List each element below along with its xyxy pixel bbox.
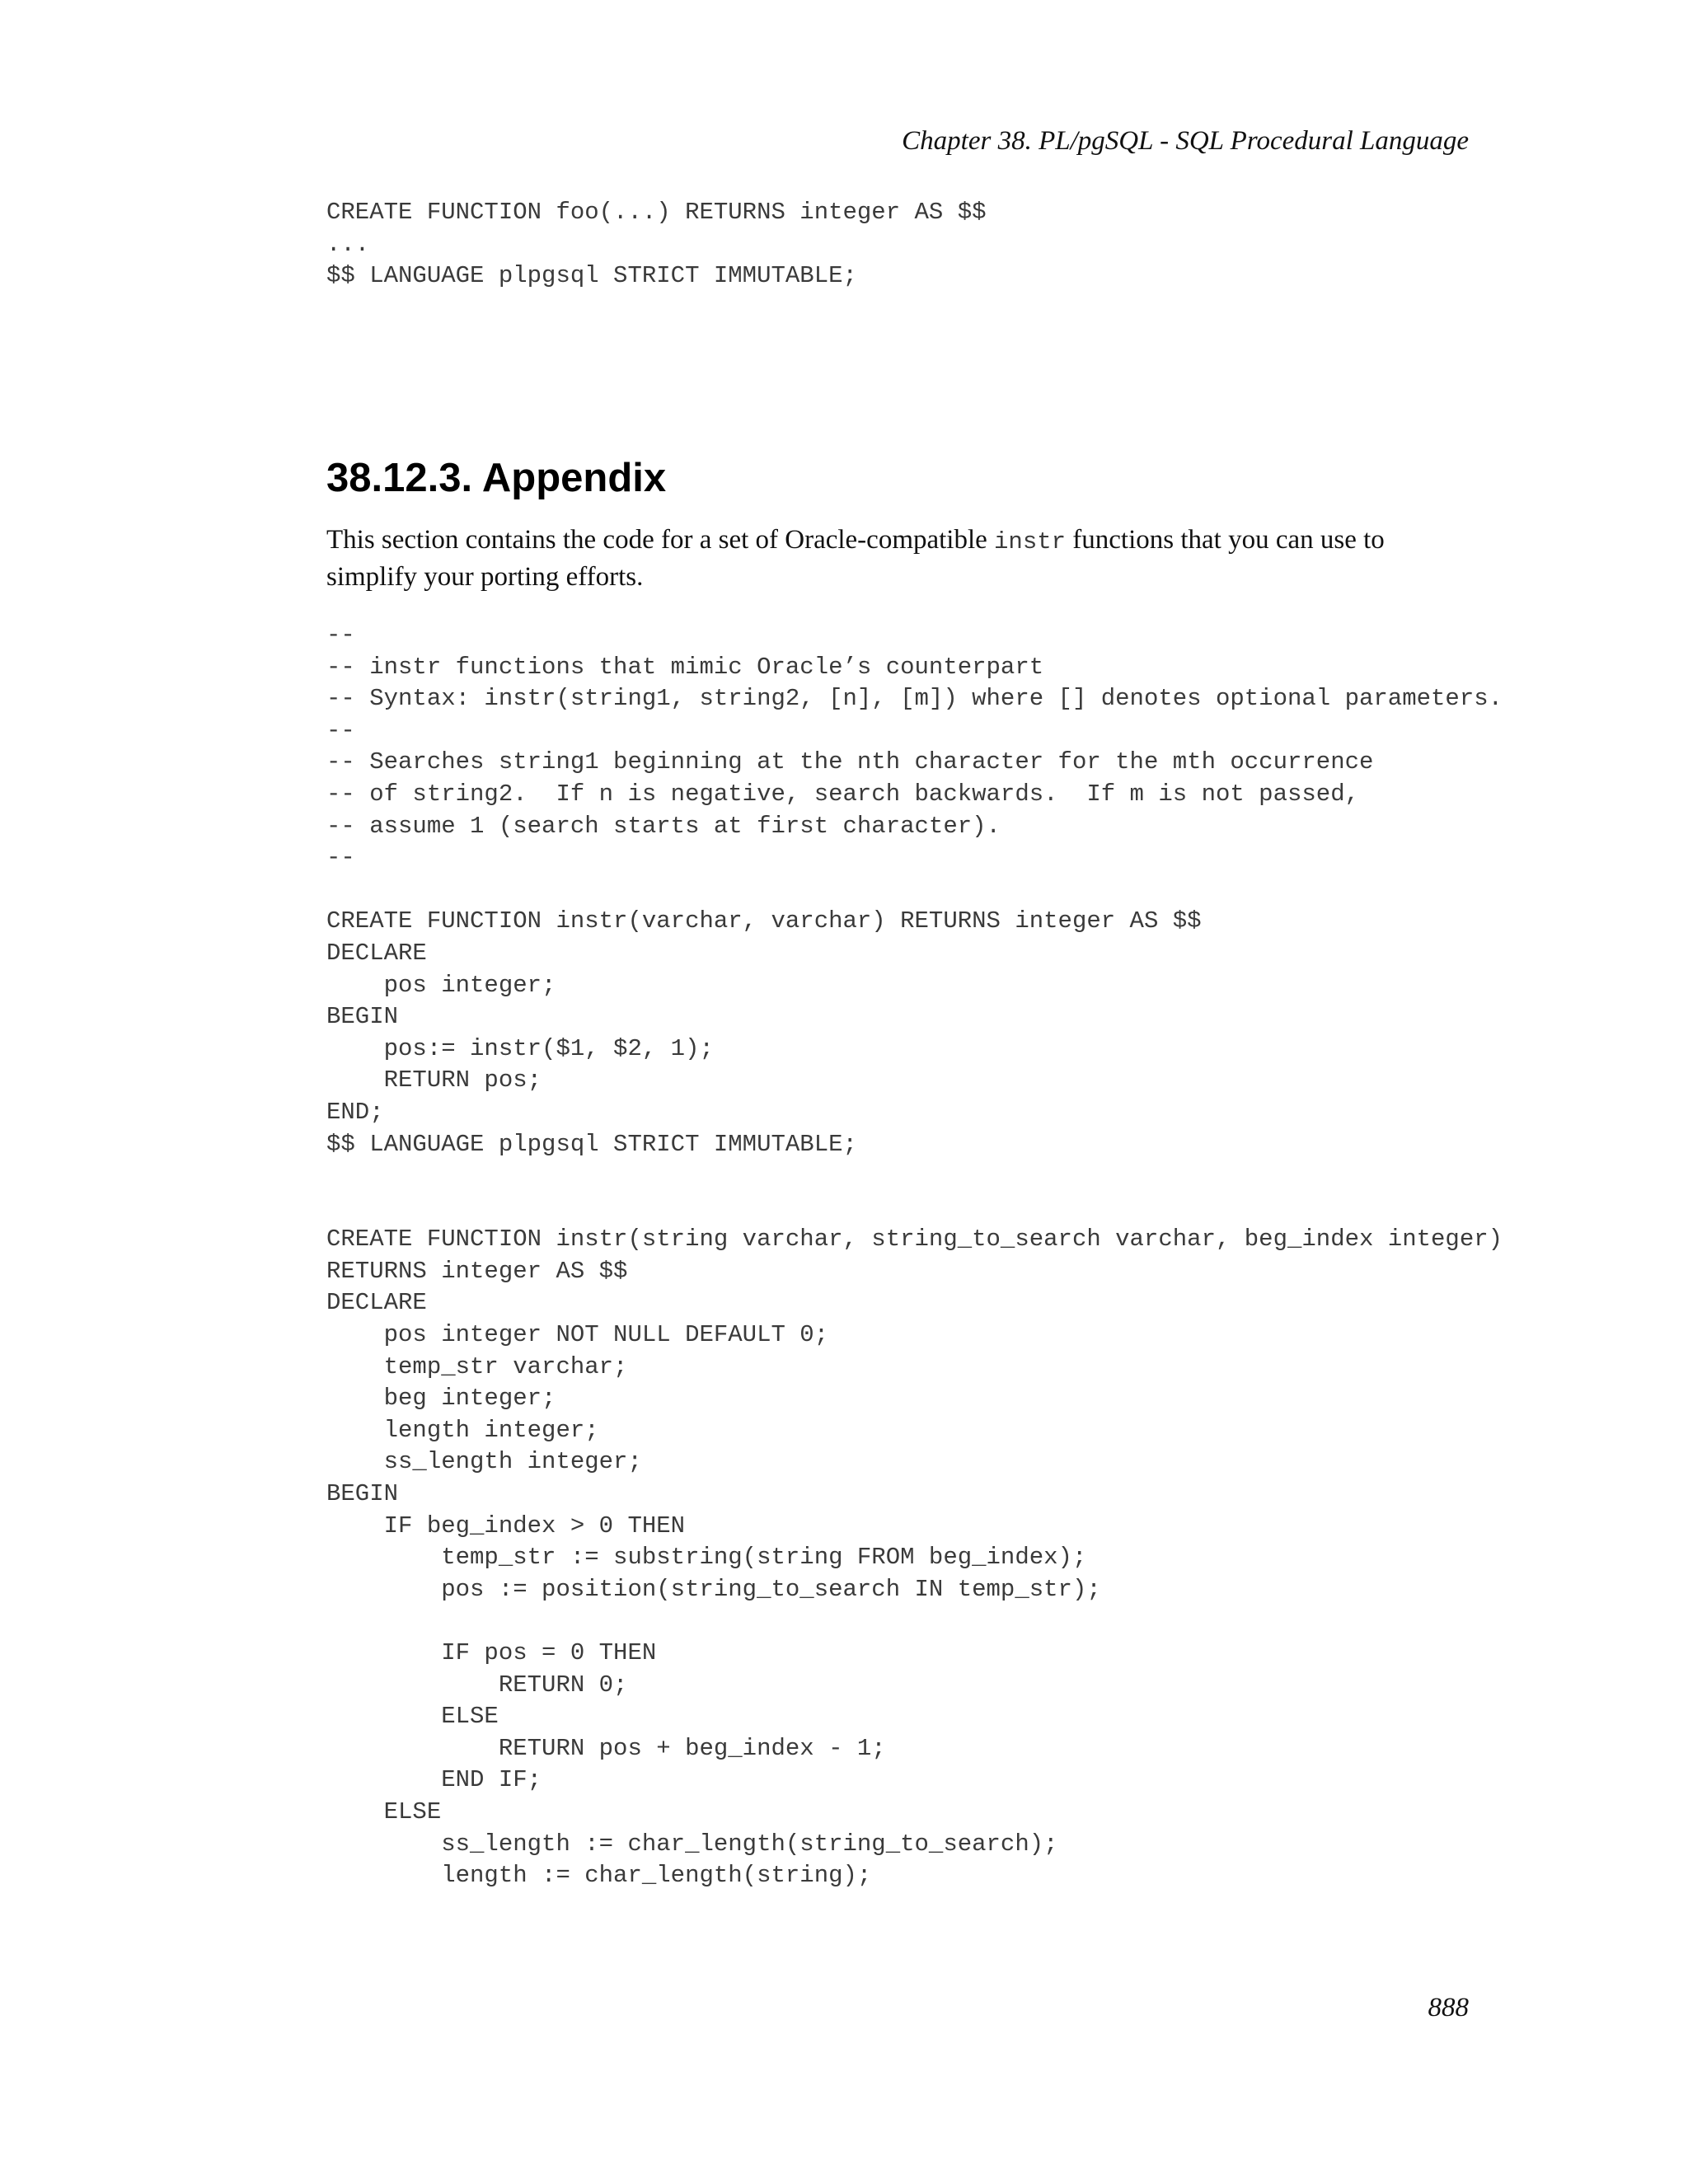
code-block-foo: CREATE FUNCTION foo(...) RETURNS integer AS $$ ... $$ LANGUAGE plpgsql STRICT IMMUTABLE;	[326, 199, 987, 290]
page-number: 888	[1428, 1993, 1469, 2022]
running-header: Chapter 38. PL/pgSQL - SQL Procedural Language	[902, 126, 1469, 156]
section-title: 38.12.3. Appendix	[326, 456, 667, 500]
intro-text-before: This section contains the code for a set of Oracle-compatible	[326, 525, 995, 555]
code-block-instr: -- -- instr functions that mimic Oracle’s counterpart -- Syntax: instr(string1, string2, [n], [m]) where [] denotes optional parameters. -- -- Searches string1 beginning at the nth character for the mth occurrence -- of string2. If n is negative, search backwards. If m is not passed, -- assume 1 (search starts at first character). -- CREATE FUNCTION instr(varchar, varchar) RETURNS integer AS $$ DECLARE pos integer; BEGIN pos:= instr($1, $2, 1); RETURN pos; END; $$ LANGUAGE plpgsql STRICT IMMUTABLE; CREATE FUNCTION instr(string varchar, string_to_search varchar, beg_index integer) RETURNS integer AS $$ DECLARE pos integer NOT NULL DEFAULT 0; temp_str varchar; beg integer; length integer; ss_length integer; BEGIN IF beg_index > 0 THEN temp_str := substring(string FROM beg_index); pos := position(string_to_search IN temp_str); IF pos = 0 THEN RETURN 0; ELSE RETURN pos + beg_index - 1; END IF; ELSE ss_length := char_length(string_to_search); length := char_length(string);	[326, 621, 1503, 1890]
intro-inline-code: instr	[994, 528, 1067, 555]
section-intro	[326, 523, 1480, 594]
intro-text-after: functions that you can use to simplify your porting efforts.	[326, 525, 1385, 592]
